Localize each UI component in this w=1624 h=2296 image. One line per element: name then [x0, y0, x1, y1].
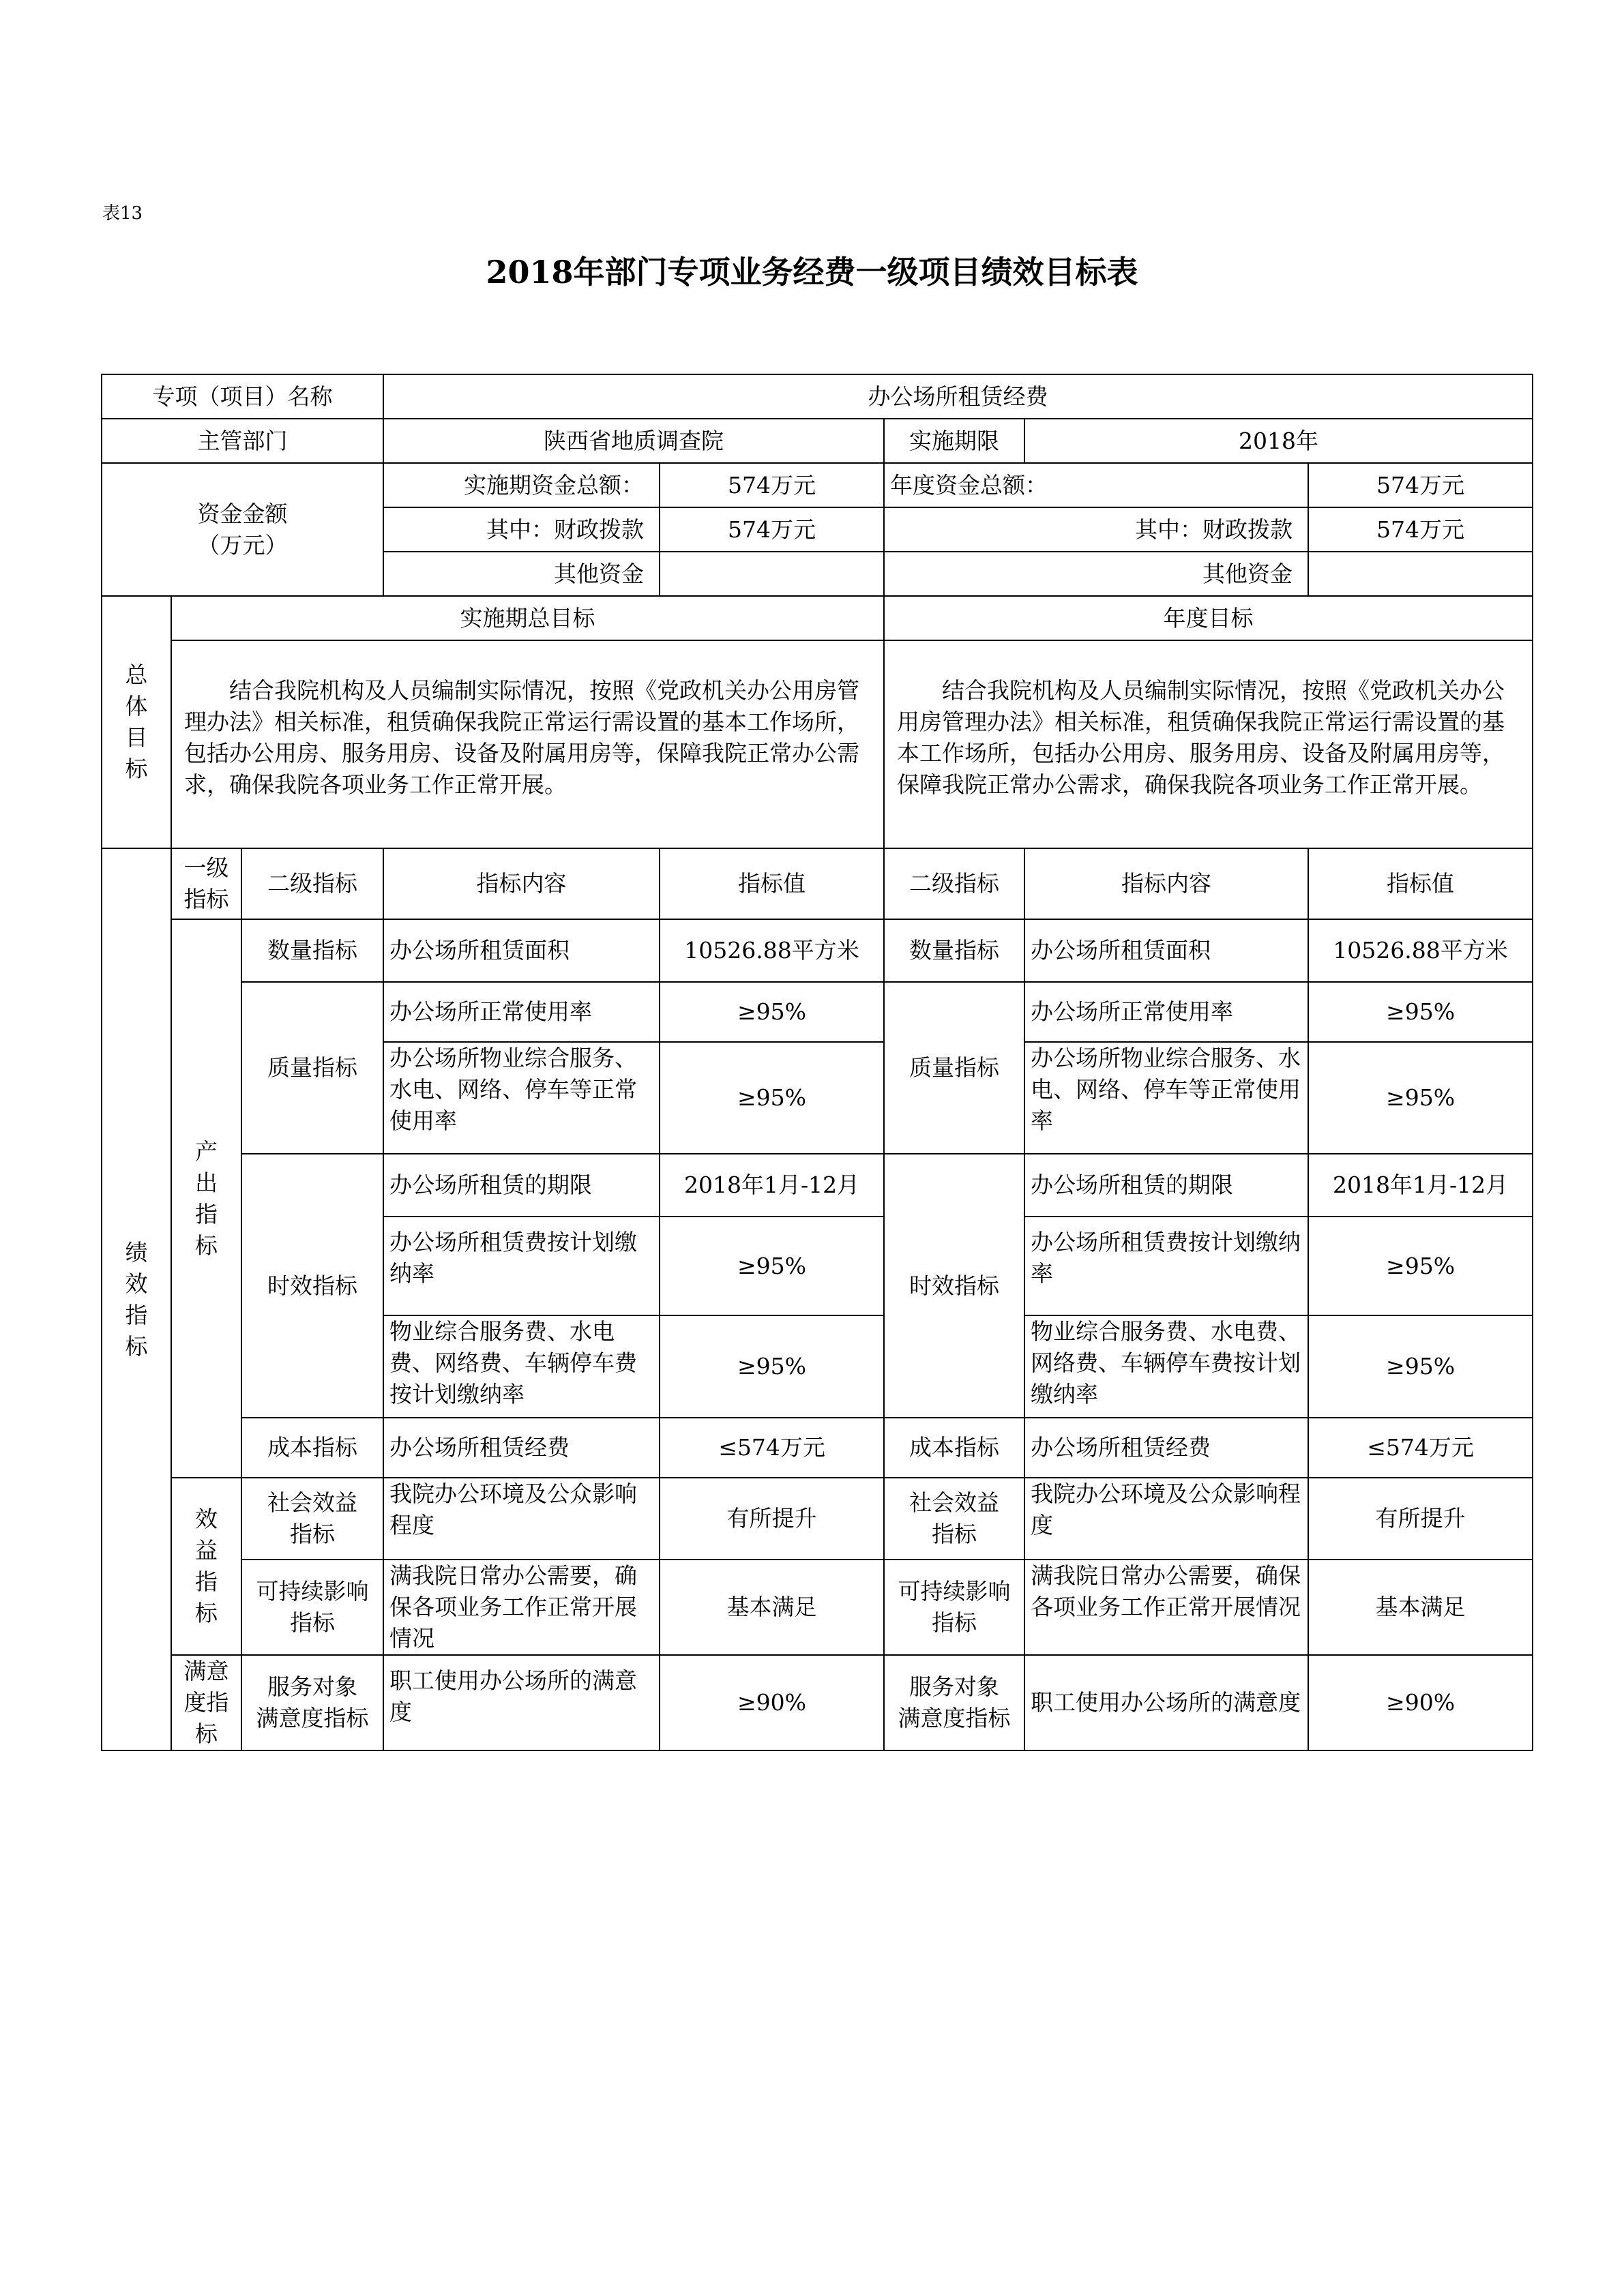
- indicator-value: ≤574万元: [660, 1418, 884, 1478]
- overall-goal-section-label: [102, 596, 171, 848]
- annual-funds-label: 年度资金总额：: [884, 463, 1308, 507]
- service-satisfaction-indicator-annual: [884, 1655, 1024, 1750]
- annual-goal-label: 年度目标: [884, 596, 1533, 640]
- funds-total-row: [102, 463, 1533, 507]
- project-name-row: [102, 374, 1533, 419]
- indicator-content: 职工使用办公场所的满意度: [383, 1655, 660, 1750]
- indicator-value: ≥95%: [660, 982, 884, 1042]
- level2-header-annual: 二级指标: [884, 848, 1024, 919]
- quantity-indicator-annual: 数量指标: [884, 919, 1024, 982]
- period-goal-label: 实施期总目标: [171, 596, 884, 640]
- period-goal-text: 结合我院机构及人员编制实际情况，按照《党政机关办公用房管理办法》相关标准，租赁确保我院正常运行需设置的基本工作场所，包括办公用房、服务用房、设备及附属用房等，保障我院正常办公需求，确保我院各项业务工作正常开展。: [171, 640, 884, 848]
- indicator-value: ≥95%: [660, 1042, 884, 1154]
- indicator-content-annual: 职工使用办公场所的满意度: [1024, 1655, 1308, 1750]
- fiscal-value: 574万元: [660, 507, 884, 552]
- benefit-char: 益: [195, 1537, 218, 1564]
- social-benefit-indicator: [241, 1478, 383, 1560]
- level2-header: 二级指标: [241, 848, 383, 919]
- total-period-label: 实施期资金总额：: [383, 463, 660, 507]
- output-char: 出: [195, 1169, 218, 1196]
- output-char: 指: [195, 1200, 218, 1227]
- indicator-content-annual: 办公场所租赁费按计划缴纳率: [1024, 1217, 1308, 1315]
- indicator-content-annual: 我院办公环境及公众影响程度: [1024, 1478, 1308, 1560]
- output-char: 产: [195, 1137, 218, 1165]
- quantity-indicator: 数量指标: [241, 919, 383, 982]
- indicator-value-annual: 有所提升: [1308, 1478, 1533, 1560]
- annual-goal-text: 结合我院机构及人员编制实际情况，按照《党政机关办公用房管理办法》相关标准，租赁确保我院正常运行需设置的基本工作场所，包括办公用房、服务用房、设备及附属用房等，保障我院正常办公需求，确保我院各项业务工作正常开展。: [884, 640, 1533, 848]
- indicator-content-annual: 办公场所租赁经费: [1024, 1418, 1308, 1478]
- indicator-content: 物业综合服务费、水电费、网络费、车辆停车费按计划缴纳率: [383, 1315, 660, 1418]
- other-funds-label-annual: 其他资金: [884, 552, 1308, 596]
- annual-funds-value: 574万元: [1308, 463, 1533, 507]
- goals-header-row: [102, 596, 1533, 640]
- quality-indicator: 质量指标: [241, 982, 383, 1154]
- service-satisfaction-line: 满意度指标: [256, 1705, 369, 1731]
- fiscal-value-annual: 574万元: [1308, 507, 1533, 552]
- level1-header-line: 一级: [183, 854, 229, 881]
- benefit-char: 效: [195, 1506, 218, 1532]
- project-name-label: 专项（项目）名称: [102, 374, 383, 419]
- funds-label: [102, 463, 383, 596]
- indicator-char: 效: [125, 1270, 148, 1297]
- output-indicator-label: [171, 919, 241, 1478]
- indicator-content-annual: 办公场所物业综合服务、水电、网络、停车等正常使用率: [1024, 1042, 1308, 1154]
- overall-goal-char: 标: [125, 756, 148, 782]
- sustainability-indicator: [241, 1560, 383, 1655]
- indicator-value: 基本满足: [660, 1560, 884, 1655]
- content-header-annual: 指标内容: [1024, 848, 1308, 919]
- indicator-value-annual: 基本满足: [1308, 1560, 1533, 1655]
- indicator-value-annual: ≥95%: [1308, 1042, 1533, 1154]
- indicator-content-annual: 物业综合服务费、水电费、网络费、车辆停车费按计划缴纳率: [1024, 1315, 1308, 1418]
- satisfaction-char: 度指: [183, 1689, 229, 1716]
- indicator-content: 我院办公环境及公众影响程度: [383, 1478, 660, 1560]
- timeliness-indicator-annual: 时效指标: [884, 1154, 1024, 1418]
- indicator-value: 10526.88平方米: [660, 919, 884, 982]
- department-label: 主管部门: [102, 419, 383, 463]
- benefit-char: 指: [195, 1568, 218, 1595]
- total-period-value: 574万元: [660, 463, 884, 507]
- indicator-value: 2018年1月-12月: [660, 1154, 884, 1217]
- period-label: 实施期限: [884, 419, 1024, 463]
- cost-indicator-annual: 成本指标: [884, 1418, 1024, 1478]
- funds-label-line2: （万元）: [197, 531, 288, 558]
- indicator-content: 办公场所租赁经费: [383, 1418, 660, 1478]
- quality-indicator-annual: 质量指标: [884, 982, 1024, 1154]
- table-number: 表13: [102, 203, 143, 224]
- fiscal-label-annual: 其中：财政拨款: [884, 507, 1308, 552]
- indicator-char: 绩: [125, 1238, 148, 1266]
- indicator-value: ≥95%: [660, 1315, 884, 1418]
- indicator-header-row: [102, 848, 1533, 919]
- indicator-value-annual: ≥95%: [1308, 1217, 1533, 1315]
- satisfaction-char: 标: [195, 1720, 218, 1747]
- indicator-content: 办公场所正常使用率: [383, 982, 660, 1042]
- social-benefit-line: 指标: [290, 1521, 336, 1547]
- social-benefit-indicator-annual: [884, 1478, 1024, 1560]
- fiscal-label: 其中：财政拨款: [383, 507, 660, 552]
- indicator-section-label: [102, 848, 171, 1750]
- output-char: 标: [195, 1232, 218, 1259]
- sustainability-line: 可持续影响: [256, 1578, 369, 1605]
- cost-indicator: 成本指标: [241, 1418, 383, 1478]
- other-funds-value-annual: [1308, 552, 1533, 596]
- indicator-value-annual: ≤574万元: [1308, 1418, 1533, 1478]
- indicator-value-annual: 10526.88平方米: [1308, 919, 1533, 982]
- value-header: 指标值: [660, 848, 884, 919]
- benefit-char: 标: [195, 1600, 218, 1626]
- page-title: 2018年部门专项业务经费一级项目绩效目标表: [486, 254, 1138, 290]
- indicator-value-annual: 2018年1月-12月: [1308, 1154, 1533, 1217]
- project-name-value: 办公场所租赁经费: [383, 374, 1533, 419]
- sustainability-indicator-annual: [884, 1560, 1024, 1655]
- table-row: [102, 982, 1533, 1042]
- indicator-value: 有所提升: [660, 1478, 884, 1560]
- benefit-indicator-label: [171, 1478, 241, 1655]
- value-header-annual: 指标值: [1308, 848, 1533, 919]
- level1-header-line: 指标: [183, 886, 229, 912]
- table-row: [102, 1418, 1533, 1478]
- overall-goal-char: 体: [125, 693, 148, 719]
- social-benefit-line: 社会效益: [267, 1489, 358, 1516]
- indicator-content: 满我院日常办公需要，确保各项业务工作正常开展情况: [383, 1560, 660, 1655]
- other-funds-value: [660, 552, 884, 596]
- level1-header: [171, 848, 241, 919]
- indicator-char: 标: [125, 1332, 148, 1360]
- content-header: 指标内容: [383, 848, 660, 919]
- service-satisfaction-indicator: [241, 1655, 383, 1750]
- indicator-content: 办公场所租赁费按计划缴纳率: [383, 1217, 660, 1315]
- sustainability-line: 指标: [290, 1609, 336, 1636]
- indicator-value-annual: ≥95%: [1308, 982, 1533, 1042]
- indicator-value-annual: ≥95%: [1308, 1315, 1533, 1418]
- service-satisfaction-line: 满意度指标: [898, 1705, 1011, 1731]
- social-benefit-line: 指标: [932, 1521, 977, 1547]
- sustainability-line: 可持续影响: [898, 1578, 1011, 1605]
- sustainability-line: 指标: [932, 1609, 977, 1636]
- service-satisfaction-line: 服务对象: [909, 1673, 1000, 1700]
- table-row: [102, 919, 1533, 982]
- satisfaction-indicator-label: [171, 1655, 241, 1750]
- table-row: [102, 1478, 1533, 1560]
- indicator-content-annual: 办公场所正常使用率: [1024, 982, 1308, 1042]
- overall-goal-char: 目: [125, 724, 148, 751]
- indicator-content: 办公场所租赁的期限: [383, 1154, 660, 1217]
- indicator-content-annual: 办公场所租赁面积: [1024, 919, 1308, 982]
- period-value: 2018年: [1024, 419, 1533, 463]
- funds-label-line1: 资金金额: [197, 500, 288, 527]
- indicator-value: ≥90%: [660, 1655, 884, 1750]
- service-satisfaction-line: 服务对象: [267, 1673, 358, 1700]
- table-row: [102, 1560, 1533, 1655]
- overall-goal-char: 总: [125, 661, 148, 688]
- indicator-value-annual: ≥90%: [1308, 1655, 1533, 1750]
- indicator-content: 办公场所租赁面积: [383, 919, 660, 982]
- indicator-content-annual: 办公场所租赁的期限: [1024, 1154, 1308, 1217]
- department-value: 陕西省地质调查院: [383, 419, 884, 463]
- satisfaction-char: 满意: [183, 1658, 229, 1684]
- indicator-char: 指: [125, 1301, 148, 1328]
- indicator-value: ≥95%: [660, 1217, 884, 1315]
- other-funds-label: 其他资金: [383, 552, 660, 596]
- timeliness-indicator: 时效指标: [241, 1154, 383, 1418]
- goals-text-row: [102, 640, 1533, 848]
- performance-target-table: [101, 374, 1533, 1751]
- department-row: [102, 419, 1533, 463]
- indicator-content-annual: 满我院日常办公需要，确保各项业务工作正常开展情况: [1024, 1560, 1308, 1655]
- social-benefit-line: 社会效益: [909, 1489, 1000, 1516]
- table-row: [102, 1655, 1533, 1750]
- indicator-content: 办公场所物业综合服务、水电、网络、停车等正常使用率: [383, 1042, 660, 1154]
- table-row: [102, 1154, 1533, 1217]
